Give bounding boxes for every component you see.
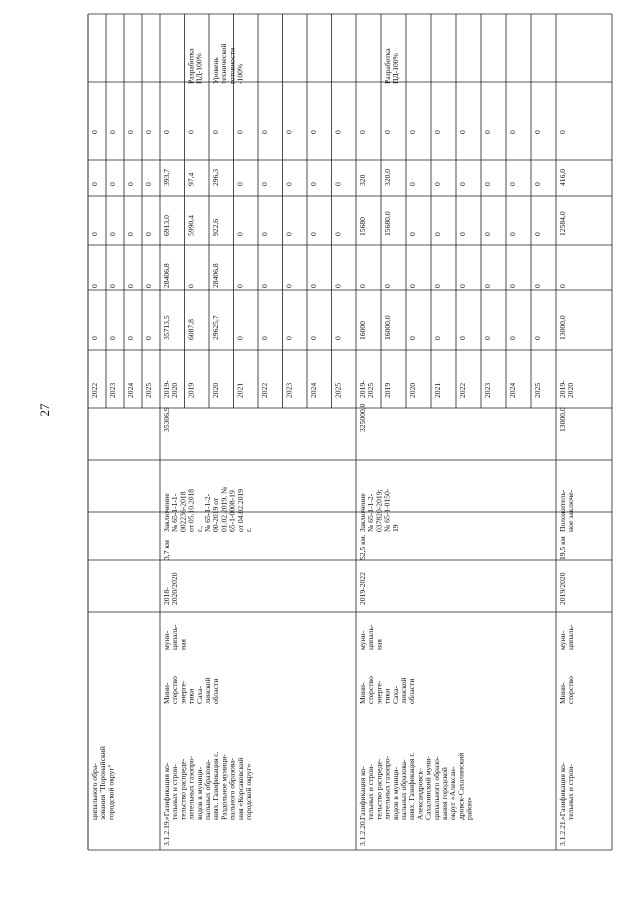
value-cell: 0	[508, 284, 517, 288]
year-cell: 2023	[483, 382, 492, 398]
value-cell: 0	[284, 336, 294, 340]
value-cell: 28406,8	[162, 263, 171, 288]
value-cell: 0	[235, 336, 245, 340]
row-name: «Газификация ко-тельных и строи-	[558, 762, 576, 820]
year-cell: 2019-2020	[558, 380, 576, 398]
value-cell: 0	[533, 182, 542, 186]
row-period: 2019-2022	[358, 572, 367, 605]
value-cell: 0	[186, 284, 196, 288]
value-cell: 0	[483, 336, 492, 340]
value-cell: 0	[90, 182, 99, 186]
value-cell: 0	[235, 130, 245, 134]
note-cell: РазработкаПД-100%	[383, 48, 401, 84]
value-cell: 0	[458, 130, 467, 134]
value-cell: 0	[533, 232, 542, 236]
row-expertise: Положитель-ное заключе-	[558, 489, 576, 532]
row-number: 3.1.2.19.	[162, 819, 171, 846]
value-cell: 0	[211, 130, 220, 134]
value-cell: 0	[108, 336, 117, 340]
value-cell: 0	[408, 232, 417, 236]
value-cell: 29625,7	[211, 315, 220, 340]
value-cell: 6913,0	[162, 215, 171, 236]
row-executor: Мини-стерство	[558, 676, 576, 704]
value-cell: 15680	[358, 217, 367, 236]
value-cell: 16000	[358, 321, 367, 340]
value-cell: 0	[558, 284, 567, 288]
value-cell: 5990,4	[186, 215, 196, 236]
value-cell: 0	[508, 336, 517, 340]
row-period: 2018-2020/2020	[162, 572, 180, 605]
row-ownership: муни-ципаль-	[558, 624, 576, 650]
value-cell: 0	[144, 232, 153, 236]
value-cell: 0	[126, 130, 135, 134]
value-cell: 12584,0	[558, 211, 567, 236]
value-cell: 0	[309, 284, 318, 288]
year-cell: 2024	[508, 382, 517, 398]
value-cell: 97,4	[186, 172, 196, 186]
value-cell: 0	[408, 182, 417, 186]
value-cell: 13000,0	[558, 315, 567, 340]
row-period: 2019/2020	[558, 572, 567, 605]
value-cell: 0	[358, 130, 367, 134]
note-cell: Уровеньтехническойготовности-100%	[211, 43, 245, 84]
year-cell: 2022	[90, 382, 99, 398]
year-cell: 2023	[108, 382, 117, 398]
value-cell: 0	[333, 336, 343, 340]
value-cell: 0	[433, 232, 442, 236]
value-cell: 6087,8	[186, 319, 196, 340]
value-cell: 0	[126, 232, 135, 236]
value-cell: 0	[508, 232, 517, 236]
data-table	[88, 14, 612, 850]
value-cell: 0	[108, 130, 117, 134]
value-cell: 0	[433, 336, 442, 340]
value-cell: 0	[284, 182, 294, 186]
value-cell: 0	[144, 182, 153, 186]
row-name: ципального обра-зования "Поронайскийгородской округ"	[90, 746, 116, 820]
value-cell: 0	[126, 336, 135, 340]
value-cell: 0	[483, 284, 492, 288]
value-cell: 0	[483, 232, 492, 236]
value-cell: 922,6	[211, 218, 220, 236]
value-cell: 0	[383, 130, 392, 134]
value-cell: 28406,8	[211, 263, 220, 288]
value-cell: 0	[458, 284, 467, 288]
value-cell: 0	[162, 130, 171, 134]
year-cell: 2020	[211, 382, 220, 398]
year-cell: 2022	[458, 382, 467, 398]
row-number: 3.1.2.20.	[358, 819, 367, 846]
year-cell: 2019	[383, 382, 392, 398]
value-cell: 0	[458, 336, 467, 340]
year-cell: 2025	[144, 382, 153, 398]
row-name: Газификация ко-тельных и строи-тельство распреде-лительных газопро-водов в муници-пальных образова-ниях. Газификация г.Александровск-Сахалинский муни-ципального образо-вания городскойокруг «Алексан-дровск-Сахалинскийрайон»	[358, 752, 474, 820]
value-cell: 296,3	[211, 168, 220, 186]
value-cell: 0	[235, 182, 245, 186]
year-cell: 2025	[333, 382, 343, 398]
row-cost: 35306,9	[162, 407, 171, 432]
row-capacity: 52,5 км.	[358, 534, 367, 560]
value-cell: 0	[483, 182, 492, 186]
value-cell: 0	[408, 130, 417, 134]
value-cell: 0	[533, 336, 542, 340]
value-cell: 0	[358, 284, 367, 288]
value-cell: 0	[309, 232, 318, 236]
value-cell: 0	[483, 130, 492, 134]
value-cell: 0	[144, 284, 153, 288]
year-cell: 2023	[284, 382, 294, 398]
value-cell: 0	[108, 284, 117, 288]
value-cell: 0	[126, 182, 135, 186]
year-cell: 2020	[408, 382, 417, 398]
year-cell: 2019-2025	[358, 380, 376, 398]
row-capacity: 3,7 км	[162, 540, 171, 560]
value-cell: 0	[260, 284, 269, 288]
value-cell: 0	[433, 182, 442, 186]
value-cell: 15680,0	[383, 211, 392, 236]
row-executor: Мини-стерствоэнерге-тикиСаха-линскойобласти	[162, 676, 221, 704]
value-cell: 0	[108, 182, 117, 186]
value-cell: 0	[90, 130, 99, 134]
row-cost: 325000,0	[358, 403, 367, 432]
value-cell: 0	[408, 284, 417, 288]
year-cell: 2024	[126, 382, 135, 398]
row-name: «Газификация ко-тельных и строи-тельство распреде-лительных газопро-водов в муници-пальных образова-ниях. Газификация с.Раздольное муници-пального образова-ния «Корсаковскийгородской округ»	[162, 751, 253, 820]
note-cell: РазработкаПД-100%	[186, 48, 204, 84]
value-cell: 0	[458, 182, 467, 186]
value-cell: 0	[108, 232, 117, 236]
page-number: 27	[37, 403, 52, 417]
value-cell: 416,0	[558, 168, 567, 186]
value-cell: 0	[90, 232, 99, 236]
value-cell: 0	[309, 182, 318, 186]
year-cell: 2024	[309, 382, 318, 398]
value-cell: 0	[284, 284, 294, 288]
row-ownership: муни-ципаль-ная	[162, 624, 188, 650]
value-cell: 0	[186, 130, 196, 134]
value-cell: 0	[383, 284, 392, 288]
value-cell: 0	[533, 130, 542, 134]
row-executor: Мини-стерствоэнерге-тикиСаха-линскойобласти	[358, 676, 417, 704]
value-cell: 0	[90, 336, 99, 340]
value-cell: 0	[144, 336, 153, 340]
value-cell: 35713,5	[162, 315, 171, 340]
value-cell: 0	[126, 284, 135, 288]
value-cell: 0	[284, 232, 294, 236]
value-cell: 0	[533, 284, 542, 288]
value-cell: 0	[433, 284, 442, 288]
value-cell: 0	[309, 336, 318, 340]
value-cell: 0	[260, 336, 269, 340]
value-cell: 393,7	[162, 168, 171, 186]
value-cell: 0	[284, 130, 294, 134]
value-cell: 0	[333, 130, 343, 134]
value-cell: 0	[333, 284, 343, 288]
value-cell: 0	[558, 130, 567, 134]
row-expertise: Заключение№ 65-1-1-2-037820-2019;№ 65-1-0150-19	[358, 488, 400, 532]
row-expertise: Заключение№ 65-1-1-1-002236-2018от 05.10.2018г.,№ 65-1-1-2-00-2019 от01.02.2019, №65-1-0008-19от 04.02.2019г.	[162, 486, 253, 532]
row-number: 3.1.2.21.	[558, 819, 567, 846]
value-cell: 0	[235, 284, 245, 288]
value-cell: 0	[433, 130, 442, 134]
value-cell: 0	[508, 130, 517, 134]
value-cell: 0	[260, 130, 269, 134]
value-cell: 0	[144, 130, 153, 134]
value-cell: 0	[333, 232, 343, 236]
year-cell: 2019-2020	[162, 380, 180, 398]
value-cell: 0	[458, 232, 467, 236]
value-cell: 0	[508, 182, 517, 186]
row-cost: 13000,0	[558, 407, 567, 432]
value-cell: 0	[309, 130, 318, 134]
year-cell: 2021	[235, 382, 245, 398]
row-ownership: муни-ципаль-ная	[358, 624, 384, 650]
value-cell: 0	[260, 182, 269, 186]
year-cell: 2021	[433, 382, 442, 398]
value-cell: 0	[333, 182, 343, 186]
value-cell: 16000,0	[383, 315, 392, 340]
value-cell: 0	[408, 336, 417, 340]
value-cell: 0	[260, 232, 269, 236]
year-cell: 2025	[533, 382, 542, 398]
value-cell: 320,0	[383, 168, 392, 186]
year-cell: 2019	[186, 382, 196, 398]
year-cell: 2022	[260, 382, 269, 398]
value-cell: 0	[90, 284, 99, 288]
value-cell: 320	[358, 174, 367, 186]
row-capacity: 19,5 км	[558, 536, 567, 560]
value-cell: 0	[235, 232, 245, 236]
